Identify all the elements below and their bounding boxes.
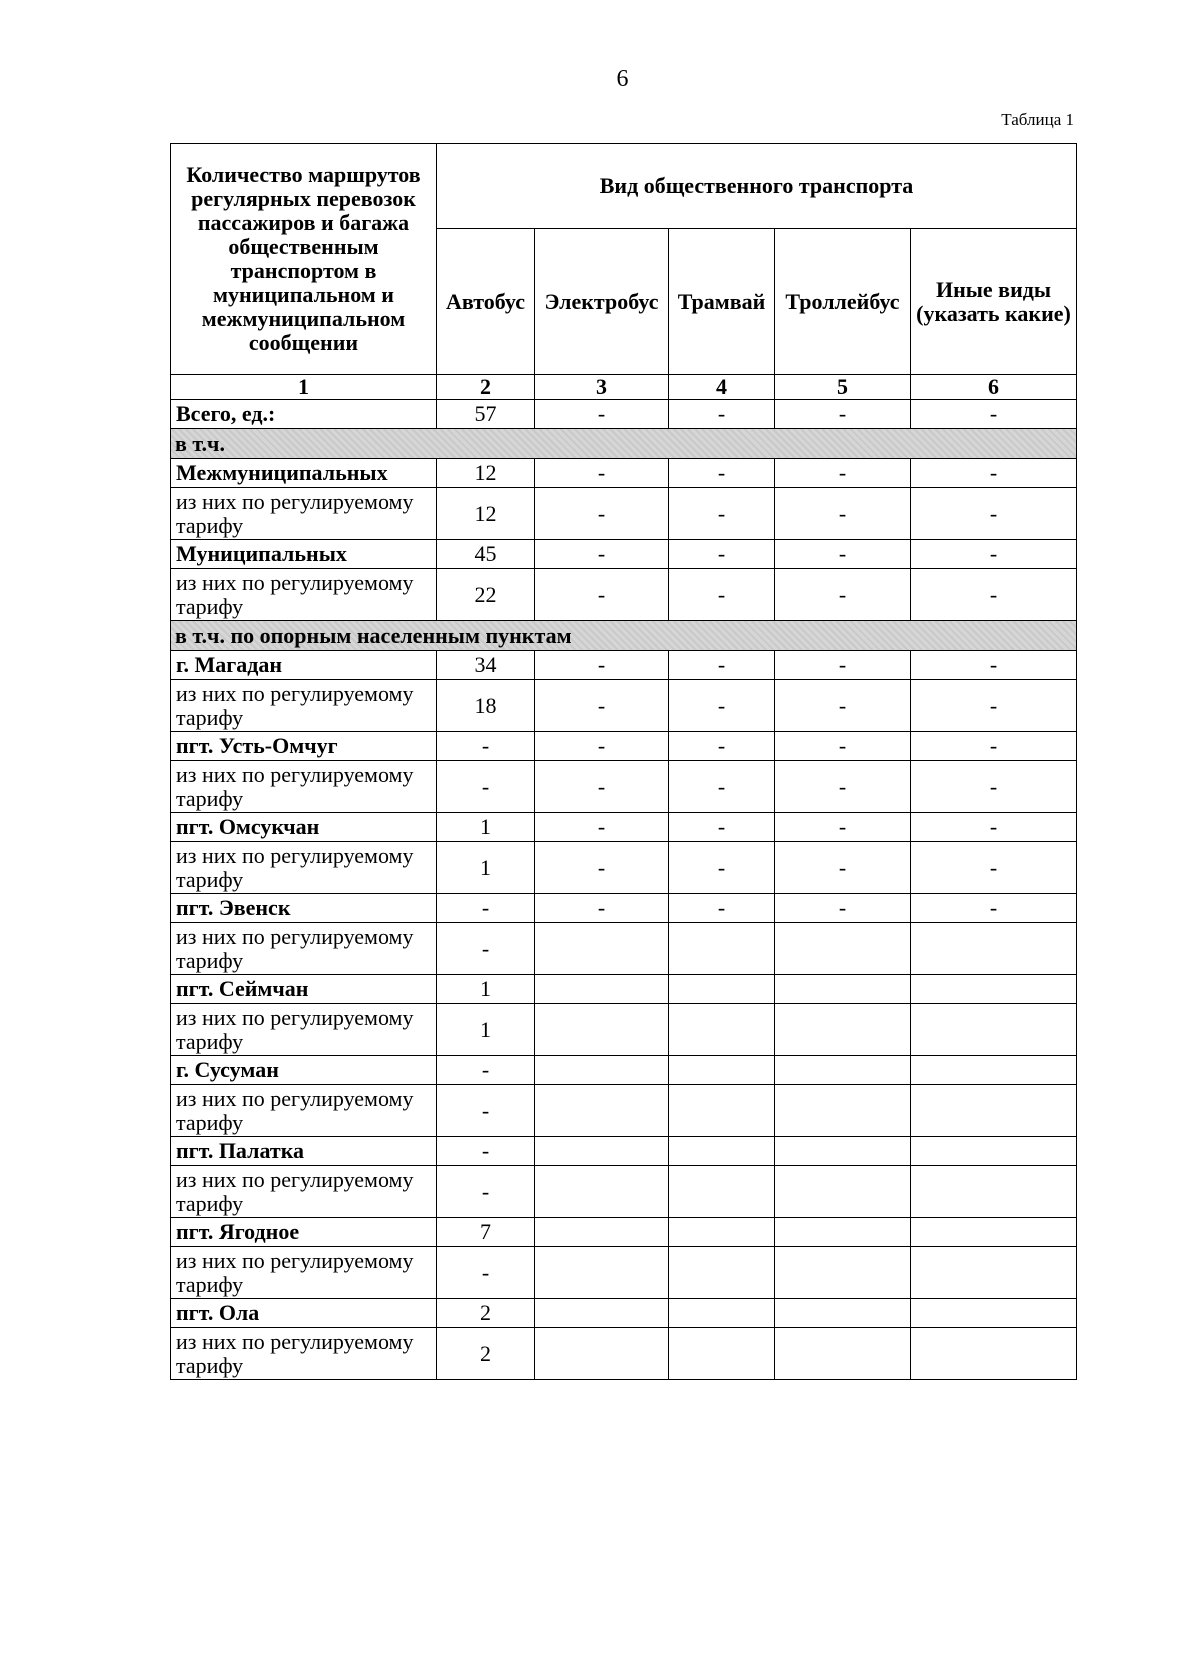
tariff-subrow bbox=[171, 923, 1077, 975]
value-cell bbox=[775, 1166, 911, 1218]
tariff-subrow bbox=[171, 761, 1077, 813]
value-cell: 1 bbox=[437, 842, 535, 894]
value-cell: - bbox=[775, 842, 911, 894]
value-cell: - bbox=[775, 459, 911, 488]
value-cell: - bbox=[669, 569, 775, 621]
value-cell: - bbox=[535, 459, 669, 488]
value-cell: - bbox=[775, 569, 911, 621]
value-cell: 12 bbox=[437, 488, 535, 540]
value-cell bbox=[775, 1137, 911, 1166]
row-label: из них по регулируемому тарифу bbox=[171, 842, 437, 894]
value-cell bbox=[669, 1299, 775, 1328]
table-caption: Таблица 1 bbox=[1001, 110, 1074, 129]
row-label: из них по регулируемому тарифу bbox=[171, 1085, 437, 1137]
value-cell bbox=[535, 1085, 669, 1137]
value-cell: - bbox=[775, 540, 911, 569]
tariff-subrow bbox=[171, 1328, 1077, 1380]
value-cell bbox=[911, 1247, 1077, 1299]
value-cell bbox=[911, 1218, 1077, 1247]
value-cell bbox=[535, 1218, 669, 1247]
value-cell: - bbox=[775, 894, 911, 923]
value-cell: - bbox=[669, 761, 775, 813]
row-label: пгт. Ола bbox=[171, 1299, 437, 1328]
row-label: Всего, ед.: bbox=[171, 400, 437, 429]
value-cell: - bbox=[535, 400, 669, 429]
value-cell: - bbox=[535, 540, 669, 569]
tariff-subrow bbox=[171, 842, 1077, 894]
value-cell: - bbox=[669, 400, 775, 429]
header-row-top bbox=[171, 144, 1077, 229]
value-cell: 2 bbox=[437, 1328, 535, 1380]
tariff-subrow bbox=[171, 680, 1077, 732]
value-cell: - bbox=[437, 1137, 535, 1166]
tariff-subrow bbox=[171, 1085, 1077, 1137]
value-cell: - bbox=[535, 842, 669, 894]
table-row bbox=[171, 975, 1077, 1004]
row-label: пгт. Ягодное bbox=[171, 1218, 437, 1247]
value-cell: 1 bbox=[437, 813, 535, 842]
header-route-count: Количество маршрутов регулярных перевозок пассажиров и багажа общественным транспортом в муниципальном и межмуниципальном сообщении bbox=[171, 144, 437, 375]
value-cell: 34 bbox=[437, 651, 535, 680]
value-cell: - bbox=[911, 732, 1077, 761]
value-cell: - bbox=[669, 813, 775, 842]
row-label: из них по регулируемому тарифу bbox=[171, 1004, 437, 1056]
row-label: из них по регулируемому тарифу bbox=[171, 923, 437, 975]
value-cell bbox=[669, 1137, 775, 1166]
row-label: пгт. Омсукчан bbox=[171, 813, 437, 842]
table-row bbox=[171, 1137, 1077, 1166]
table-row bbox=[171, 813, 1077, 842]
value-cell bbox=[911, 1004, 1077, 1056]
page-number: 6 bbox=[616, 66, 629, 92]
row-label: г. Сусуман bbox=[171, 1056, 437, 1085]
value-cell: - bbox=[535, 732, 669, 761]
value-cell: - bbox=[911, 761, 1077, 813]
table-row bbox=[171, 400, 1077, 429]
value-cell: - bbox=[437, 1166, 535, 1218]
column-number: 4 bbox=[669, 375, 775, 400]
row-label: пгт. Сеймчан bbox=[171, 975, 437, 1004]
value-cell bbox=[669, 1004, 775, 1056]
value-cell: - bbox=[775, 732, 911, 761]
row-label: пгт. Усть-Омчуг bbox=[171, 732, 437, 761]
value-cell: - bbox=[775, 761, 911, 813]
routes-table bbox=[170, 143, 1077, 1380]
value-cell bbox=[775, 1247, 911, 1299]
value-cell bbox=[535, 1004, 669, 1056]
group-band-label: в т.ч. bbox=[171, 429, 1077, 459]
column-number: 3 bbox=[535, 375, 669, 400]
tariff-subrow bbox=[171, 569, 1077, 621]
value-cell: 1 bbox=[437, 1004, 535, 1056]
value-cell: - bbox=[437, 761, 535, 813]
value-cell: - bbox=[775, 680, 911, 732]
value-cell bbox=[775, 1004, 911, 1056]
value-cell: - bbox=[669, 732, 775, 761]
row-label: пгт. Палатка bbox=[171, 1137, 437, 1166]
row-label: из них по регулируемому тарифу bbox=[171, 569, 437, 621]
table-row bbox=[171, 651, 1077, 680]
value-cell: - bbox=[437, 1247, 535, 1299]
value-cell bbox=[669, 1247, 775, 1299]
column-number: 2 bbox=[437, 375, 535, 400]
value-cell bbox=[669, 1056, 775, 1085]
value-cell bbox=[535, 1247, 669, 1299]
value-cell: - bbox=[669, 540, 775, 569]
value-cell: - bbox=[911, 842, 1077, 894]
column-number: 5 bbox=[775, 375, 911, 400]
value-cell: - bbox=[669, 894, 775, 923]
value-cell bbox=[775, 1299, 911, 1328]
value-cell bbox=[775, 923, 911, 975]
value-cell: 2 bbox=[437, 1299, 535, 1328]
row-label: Муниципальных bbox=[171, 540, 437, 569]
value-cell: - bbox=[775, 400, 911, 429]
value-cell: - bbox=[911, 540, 1077, 569]
value-cell: - bbox=[535, 761, 669, 813]
value-cell: - bbox=[911, 488, 1077, 540]
row-label: из них по регулируемому тарифу bbox=[171, 488, 437, 540]
value-cell: 12 bbox=[437, 459, 535, 488]
column-number: 1 bbox=[171, 375, 437, 400]
value-cell bbox=[535, 1137, 669, 1166]
row-label: из них по регулируемому тарифу bbox=[171, 680, 437, 732]
table-row bbox=[171, 732, 1077, 761]
tariff-subrow bbox=[171, 1166, 1077, 1218]
row-label: из них по регулируемому тарифу bbox=[171, 1247, 437, 1299]
value-cell bbox=[911, 923, 1077, 975]
value-cell bbox=[535, 923, 669, 975]
value-cell: - bbox=[669, 651, 775, 680]
value-cell bbox=[535, 1056, 669, 1085]
row-label: пгт. Эвенск bbox=[171, 894, 437, 923]
value-cell bbox=[911, 1056, 1077, 1085]
row-label: из них по регулируемому тарифу bbox=[171, 1166, 437, 1218]
value-cell bbox=[775, 1328, 911, 1380]
value-cell bbox=[775, 975, 911, 1004]
table-row bbox=[171, 540, 1077, 569]
value-cell: - bbox=[911, 894, 1077, 923]
value-cell: - bbox=[775, 813, 911, 842]
header-trolleybus: Троллейбус bbox=[775, 229, 911, 375]
row-label: из них по регулируемому тарифу bbox=[171, 1328, 437, 1380]
value-cell: - bbox=[669, 842, 775, 894]
value-cell: 45 bbox=[437, 540, 535, 569]
value-cell bbox=[669, 1218, 775, 1247]
tariff-subrow bbox=[171, 488, 1077, 540]
column-number-row bbox=[171, 375, 1077, 400]
column-number: 6 bbox=[911, 375, 1077, 400]
value-cell: - bbox=[911, 651, 1077, 680]
header-bus: Автобус bbox=[437, 229, 535, 375]
value-cell: - bbox=[437, 923, 535, 975]
value-cell: 1 bbox=[437, 975, 535, 1004]
value-cell: - bbox=[911, 569, 1077, 621]
row-label: Межмуниципальных bbox=[171, 459, 437, 488]
value-cell bbox=[669, 1085, 775, 1137]
value-cell: - bbox=[437, 732, 535, 761]
value-cell: - bbox=[911, 680, 1077, 732]
value-cell: 57 bbox=[437, 400, 535, 429]
table-row bbox=[171, 1218, 1077, 1247]
value-cell bbox=[535, 1299, 669, 1328]
table-row bbox=[171, 1299, 1077, 1328]
table-row bbox=[171, 459, 1077, 488]
group-band-label: в т.ч. по опорным населенным пунктам bbox=[171, 621, 1077, 651]
value-cell: - bbox=[669, 488, 775, 540]
value-cell bbox=[775, 1085, 911, 1137]
value-cell bbox=[775, 1218, 911, 1247]
value-cell: - bbox=[911, 459, 1077, 488]
value-cell bbox=[775, 1056, 911, 1085]
value-cell bbox=[669, 923, 775, 975]
value-cell: - bbox=[669, 680, 775, 732]
value-cell: - bbox=[535, 894, 669, 923]
value-cell bbox=[911, 975, 1077, 1004]
value-cell: - bbox=[911, 400, 1077, 429]
header-transport-type: Вид общественного транспорта bbox=[437, 144, 1077, 229]
value-cell bbox=[669, 1328, 775, 1380]
header-tram: Трамвай bbox=[669, 229, 775, 375]
group-band-row bbox=[171, 429, 1077, 459]
value-cell bbox=[911, 1137, 1077, 1166]
tariff-subrow bbox=[171, 1004, 1077, 1056]
table-row bbox=[171, 894, 1077, 923]
table-row bbox=[171, 1056, 1077, 1085]
value-cell: - bbox=[535, 813, 669, 842]
value-cell: - bbox=[437, 1056, 535, 1085]
group-band-row bbox=[171, 621, 1077, 651]
value-cell bbox=[535, 975, 669, 1004]
value-cell bbox=[911, 1085, 1077, 1137]
value-cell: - bbox=[775, 488, 911, 540]
value-cell: - bbox=[535, 651, 669, 680]
value-cell: 7 bbox=[437, 1218, 535, 1247]
header-electrobus: Электробус bbox=[535, 229, 669, 375]
value-cell bbox=[911, 1328, 1077, 1380]
value-cell: - bbox=[437, 1085, 535, 1137]
value-cell bbox=[669, 975, 775, 1004]
value-cell bbox=[535, 1166, 669, 1218]
header-other-types: Иные виды (указать какие) bbox=[911, 229, 1077, 375]
value-cell: - bbox=[535, 680, 669, 732]
value-cell: - bbox=[669, 459, 775, 488]
value-cell: 22 bbox=[437, 569, 535, 621]
value-cell bbox=[669, 1166, 775, 1218]
tariff-subrow bbox=[171, 1247, 1077, 1299]
value-cell bbox=[535, 1328, 669, 1380]
value-cell: - bbox=[911, 813, 1077, 842]
row-label: из них по регулируемому тарифу bbox=[171, 761, 437, 813]
value-cell: - bbox=[775, 651, 911, 680]
row-label: г. Магадан bbox=[171, 651, 437, 680]
value-cell: - bbox=[437, 894, 535, 923]
value-cell: - bbox=[535, 569, 669, 621]
value-cell: - bbox=[535, 488, 669, 540]
value-cell bbox=[911, 1299, 1077, 1328]
value-cell bbox=[911, 1166, 1077, 1218]
value-cell: 18 bbox=[437, 680, 535, 732]
